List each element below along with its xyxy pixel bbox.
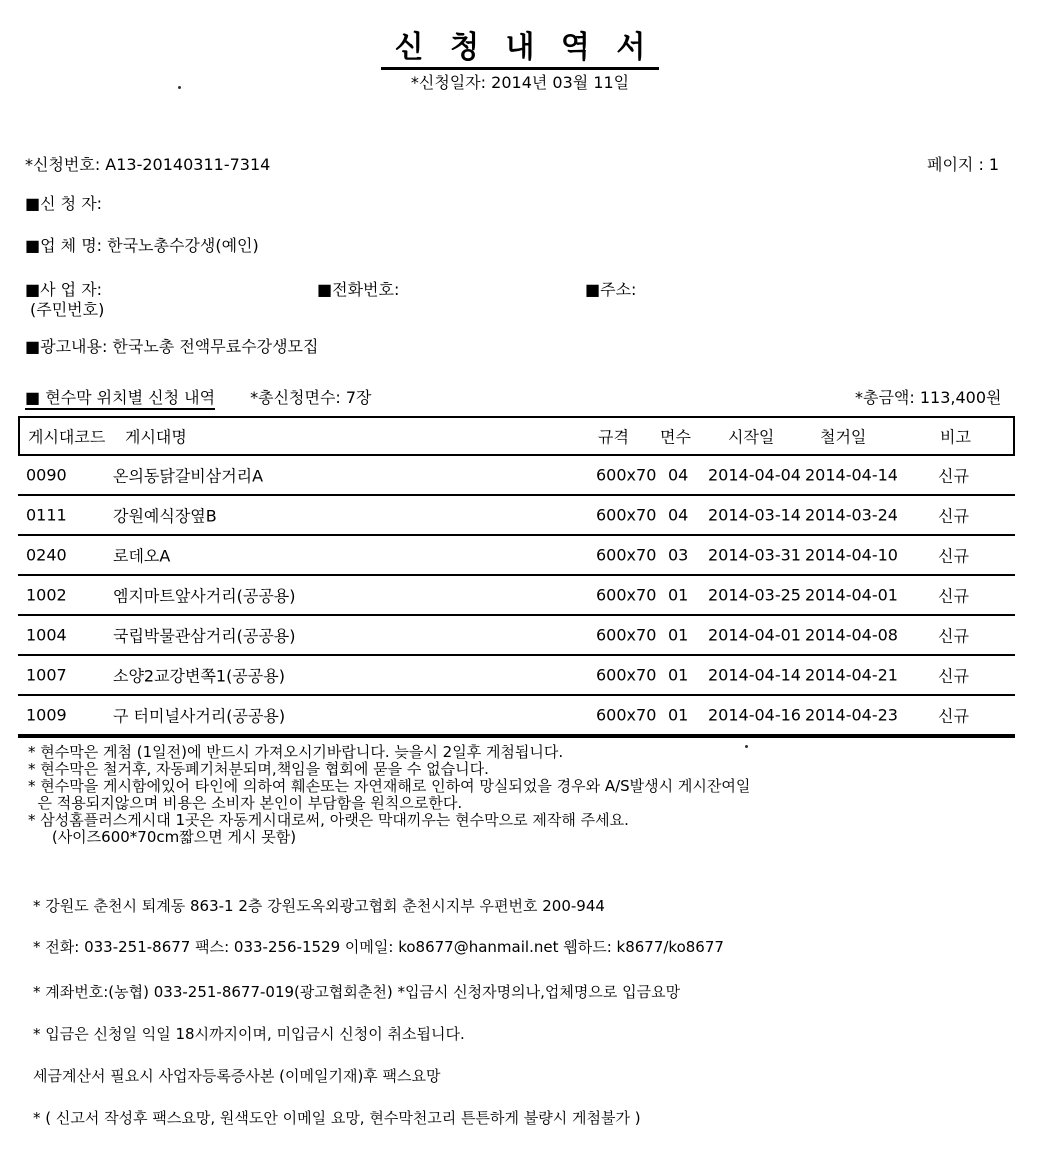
cell-start: 2014-03-31 bbox=[708, 545, 801, 565]
cell-faces: 04 bbox=[668, 505, 689, 525]
cell-name: 구 터미널사거리(공공용) bbox=[113, 706, 286, 726]
col-note: 비고 bbox=[940, 427, 971, 447]
note-line: (사이즈600*70cm짧으면 게시 못함) bbox=[28, 828, 297, 846]
contact-info: * 전화: 033-251-8677 팩스: 033-256-1529 이메일: ko8677@hanmail.net 웹하드: k8677/ko8677 bbox=[33, 938, 724, 956]
cell-start: 2014-04-14 bbox=[708, 665, 801, 685]
cell-note: 신규 bbox=[938, 666, 969, 686]
cell-end: 2014-03-24 bbox=[805, 505, 898, 525]
page-number: 페이지 : 1 bbox=[927, 155, 1000, 174]
scan-speck bbox=[178, 86, 181, 89]
table-row bbox=[18, 456, 1015, 496]
cell-name: 강원예식장옆B bbox=[113, 506, 217, 526]
cell-size: 600x70 bbox=[596, 585, 657, 605]
cell-size: 600x70 bbox=[596, 665, 657, 685]
cell-note: 신규 bbox=[938, 466, 969, 486]
col-code: 게시대코드 bbox=[28, 427, 106, 447]
cell-faces: 01 bbox=[668, 625, 689, 645]
note-line: * 삼성홈플러스게시대 1곳은 자동게시대로써, 아랫은 막대끼우는 현수막으로 제작해 주세요. bbox=[28, 811, 629, 829]
bank-account: * 계좌번호:(농협) 033-251-8677-019(광고협회춘천) *입금시 신청자명의나,업체명으로 입금요망 bbox=[33, 983, 681, 1001]
cell-start: 2014-04-16 bbox=[708, 705, 801, 725]
note-line: 은 적용되지않으며 비용은 소비자 본인이 부담함을 원칙으로한다. bbox=[28, 794, 463, 812]
note-line: * 현수막은 철거후, 자동폐기처분되며,책임을 협회에 묻을 수 없습니다. bbox=[28, 760, 489, 778]
owner-field: ■사 업 자: bbox=[25, 280, 103, 299]
cell-start: 2014-04-01 bbox=[708, 625, 801, 645]
cell-size: 600x70 bbox=[596, 545, 657, 565]
footer-note: * ( 신고서 작성후 팩스요망, 원색도안 이메일 요망, 현수막천고리 튼튼하게 불량시 게첨불가 ) bbox=[33, 1109, 641, 1127]
cell-end: 2014-04-23 bbox=[805, 705, 898, 725]
cell-name: 온의동닭갈비삼거리A bbox=[113, 466, 264, 486]
cell-end: 2014-04-10 bbox=[805, 545, 898, 565]
cell-code: 1004 bbox=[26, 625, 67, 645]
cell-code: 1002 bbox=[26, 585, 67, 605]
cell-faces: 04 bbox=[668, 465, 689, 485]
scan-speck bbox=[745, 745, 748, 748]
company-field: ■업 체 명: 한국노총수강생(예인) bbox=[25, 236, 259, 255]
cell-faces: 01 bbox=[668, 585, 689, 605]
cell-name: 로데오A bbox=[113, 546, 171, 566]
table-body bbox=[18, 456, 1015, 738]
section-header bbox=[25, 385, 372, 408]
cell-name: 국립박물관삼거리(공공용) bbox=[113, 626, 296, 646]
total-sheets: *총신청면수: 7장 bbox=[250, 388, 372, 407]
cell-faces: 01 bbox=[668, 705, 689, 725]
table-row bbox=[18, 696, 1015, 738]
application-table bbox=[18, 416, 1015, 738]
address-field: ■주소: bbox=[585, 280, 637, 299]
cell-code: 1009 bbox=[26, 705, 67, 725]
payment-deadline: * 입금은 신청일 익일 18시까지이며, 미입금시 신청이 취소됩니다. bbox=[33, 1025, 465, 1043]
cell-name: 엠지마트앞사거리(공공용) bbox=[113, 586, 296, 606]
tax-invoice-note: 세금계산서 필요시 사업자등록증사본 (이메일기재)후 팩스요망 bbox=[33, 1067, 441, 1085]
cell-end: 2014-04-08 bbox=[805, 625, 898, 645]
cell-start: 2014-04-04 bbox=[708, 465, 801, 485]
table-row bbox=[18, 576, 1015, 616]
cell-note: 신규 bbox=[938, 706, 969, 726]
application-number: *신청번호: A13-20140311-7314 bbox=[25, 155, 271, 174]
cell-note: 신규 bbox=[938, 546, 969, 566]
cell-size: 600x70 bbox=[596, 705, 657, 725]
cell-note: 신규 bbox=[938, 626, 969, 646]
table-row bbox=[18, 496, 1015, 536]
cell-code: 0090 bbox=[26, 465, 67, 485]
note-line: * 현수막은 게첨 (1일전)에 반드시 가져오시기바랍니다. 늦을시 2일후 게첨됩니다. bbox=[28, 743, 564, 761]
phone-field: ■전화번호: bbox=[317, 280, 400, 299]
col-name: 게시대명 bbox=[125, 427, 187, 447]
table-row bbox=[18, 656, 1015, 696]
cell-end: 2014-04-21 bbox=[805, 665, 898, 685]
cell-code: 1007 bbox=[26, 665, 67, 685]
section-title: ■ 현수막 위치별 신청 내역 bbox=[25, 388, 215, 410]
cell-size: 600x70 bbox=[596, 625, 657, 645]
document-title: 신 청 내 역 서 bbox=[0, 22, 1040, 66]
col-end: 철거일 bbox=[820, 427, 867, 447]
cell-start: 2014-03-25 bbox=[708, 585, 801, 605]
col-faces: 면수 bbox=[660, 427, 691, 447]
cell-faces: 03 bbox=[668, 545, 689, 565]
cell-code: 0240 bbox=[26, 545, 67, 565]
ad-content-field: ■광고내용: 한국노총 전액무료수강생모집 bbox=[25, 337, 319, 356]
apply-date: *신청일자: 2014년 03월 11일 bbox=[410, 73, 630, 92]
cell-faces: 01 bbox=[668, 665, 689, 685]
cell-note: 신규 bbox=[938, 586, 969, 606]
cell-end: 2014-04-14 bbox=[805, 465, 898, 485]
note-line: * 현수막을 게시함에있어 타인에 의하여 훼손또는 자연재해로 인하여 망실되었을 경우와 A/S발생시 게시잔여일 bbox=[28, 777, 751, 795]
cell-start: 2014-03-14 bbox=[708, 505, 801, 525]
table-row bbox=[18, 536, 1015, 576]
notes-block bbox=[28, 744, 750, 846]
col-start: 시작일 bbox=[728, 427, 775, 447]
col-size: 규격 bbox=[598, 427, 629, 447]
table-row bbox=[18, 616, 1015, 656]
total-amount: *총금액: 113,400원 bbox=[855, 388, 1002, 407]
owner-id-label: (주민번호) bbox=[30, 300, 105, 319]
cell-note: 신규 bbox=[938, 506, 969, 526]
association-address: * 강원도 춘천시 퇴계동 863-1 2층 강원도옥외광고협회 춘천시지부 우편번호 200-944 bbox=[33, 897, 605, 915]
cell-size: 600x70 bbox=[596, 505, 657, 525]
cell-end: 2014-04-01 bbox=[805, 585, 898, 605]
cell-code: 0111 bbox=[26, 505, 67, 525]
cell-size: 600x70 bbox=[596, 465, 657, 485]
applicant-field: ■신 청 자: bbox=[25, 194, 103, 213]
table-header bbox=[18, 416, 1015, 456]
cell-name: 소양2교강변쪽1(공공용) bbox=[113, 666, 285, 686]
